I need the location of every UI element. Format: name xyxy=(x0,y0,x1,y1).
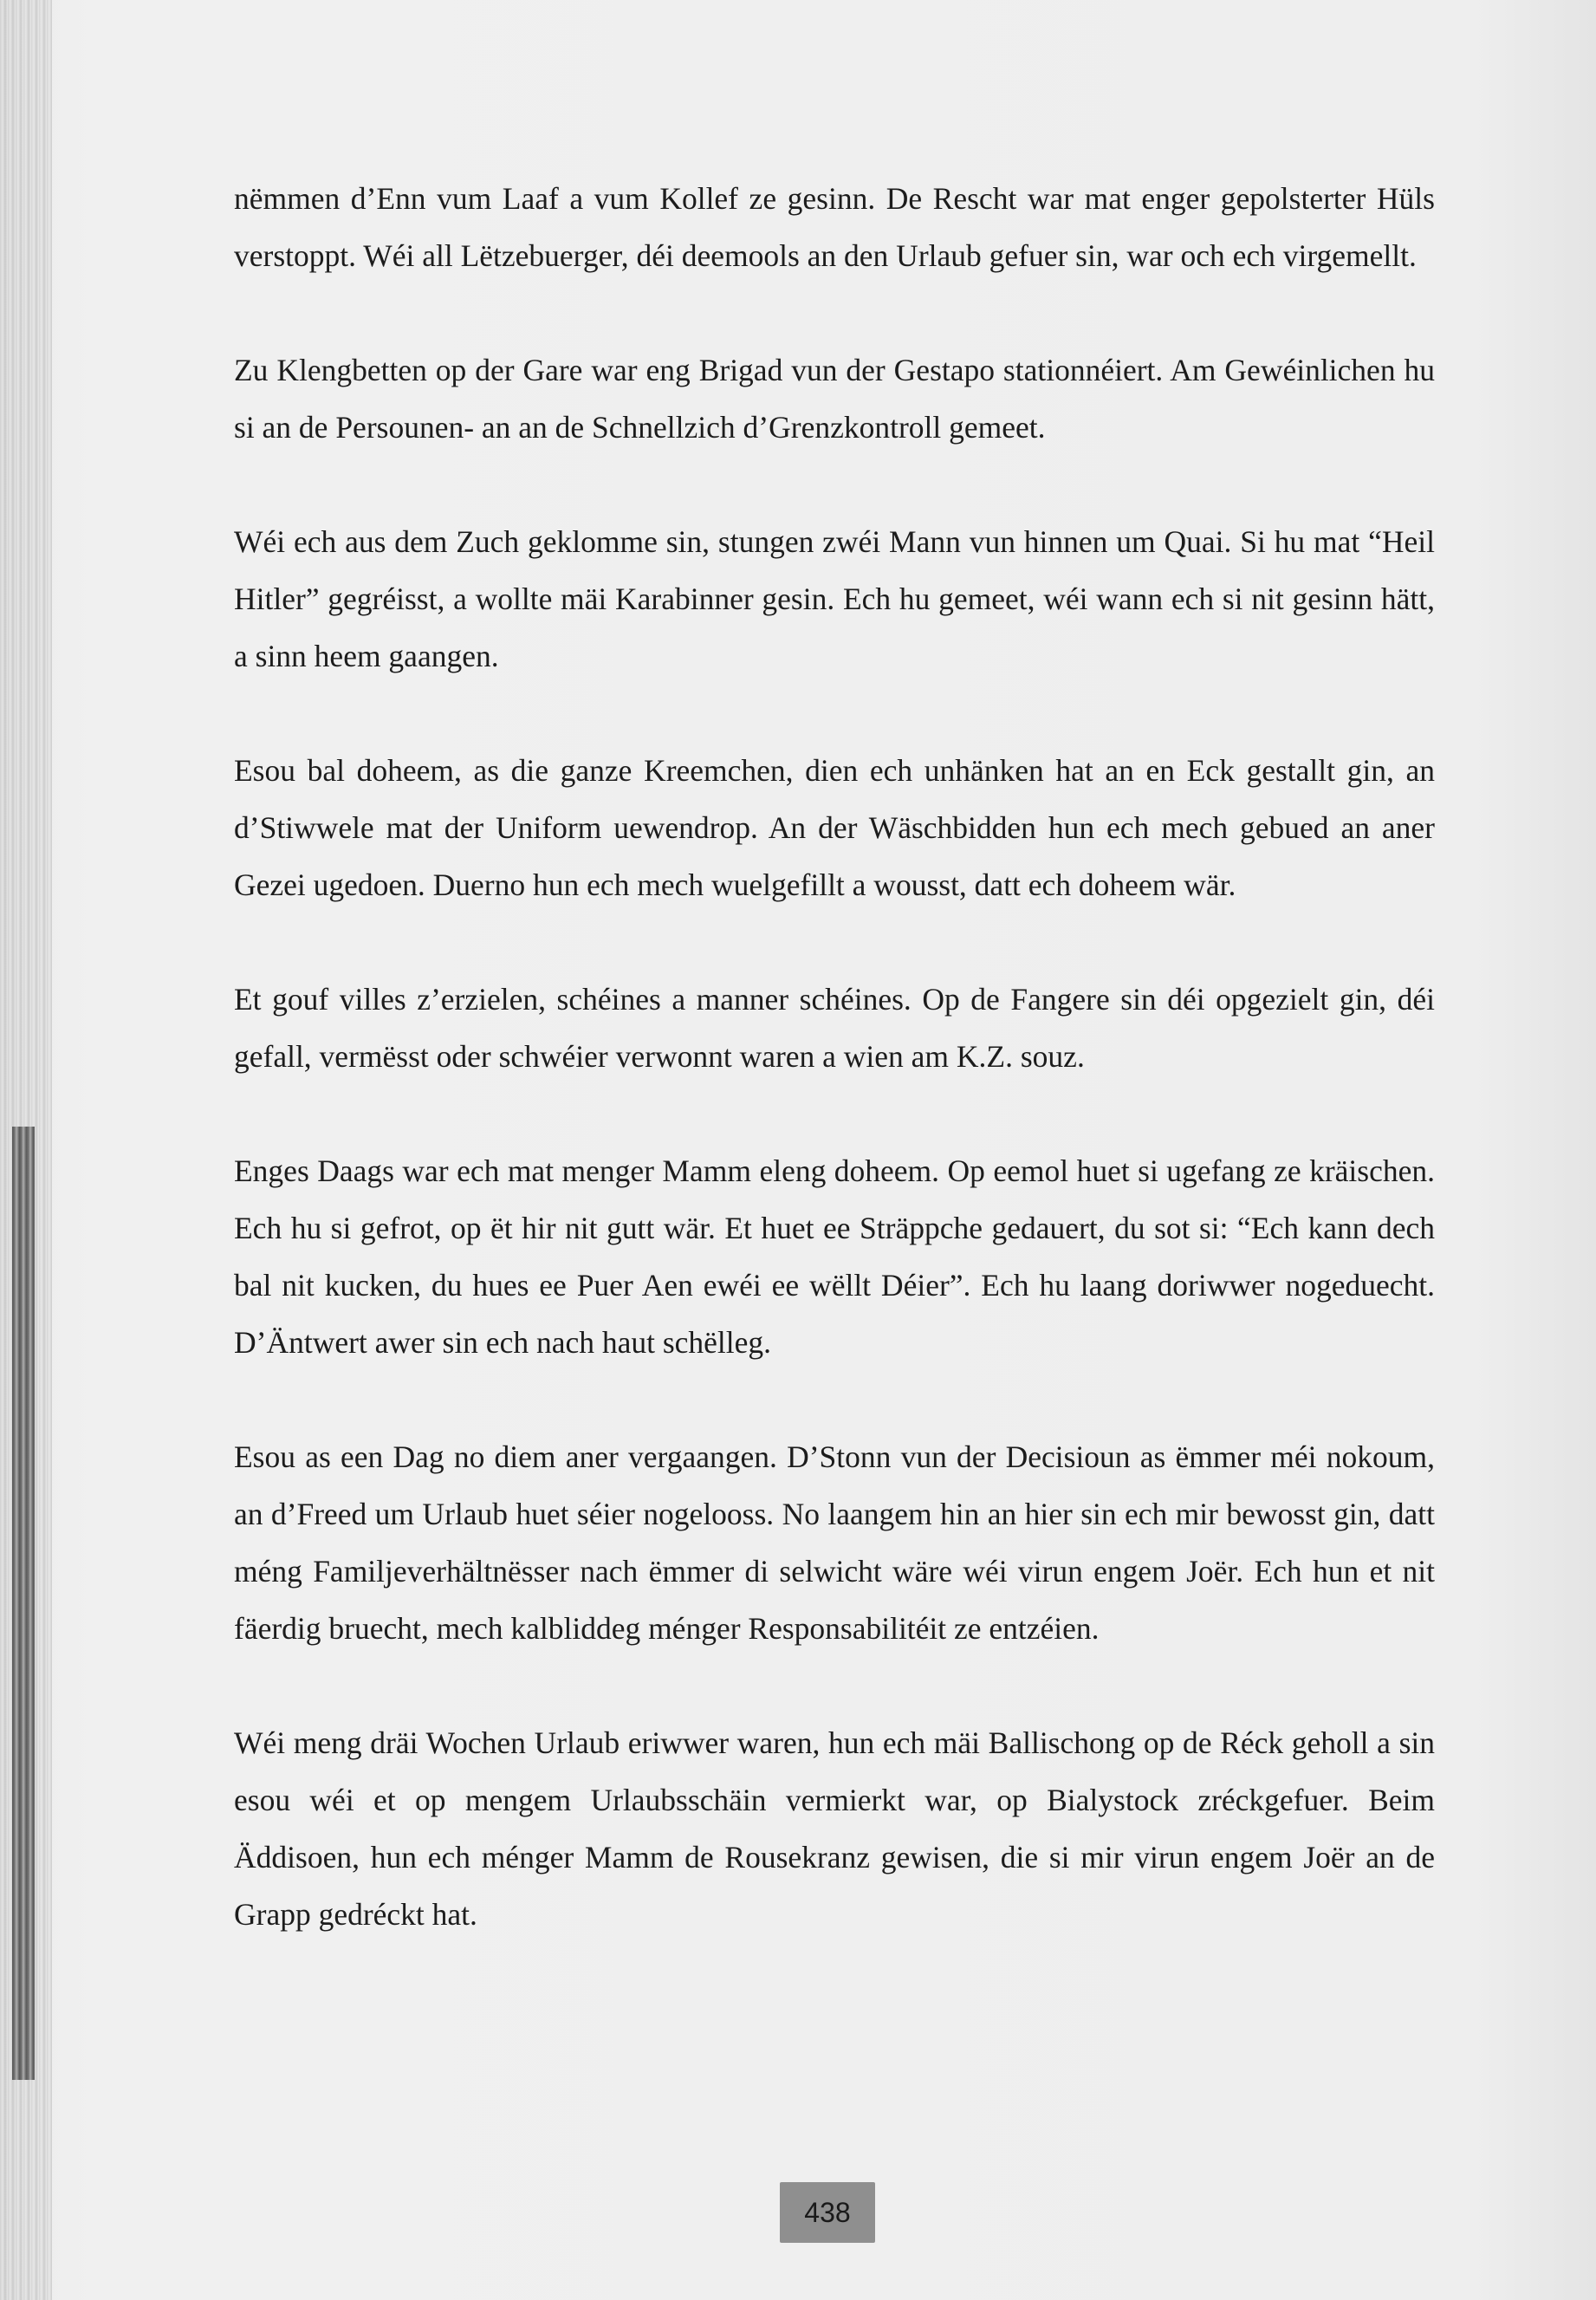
body-text xyxy=(234,170,1435,1943)
paragraph: Enges Daags war ech mat menger Mamm eleng doheem. Op eemol huet si ugefang ze kräischen. Ech hu si gefrot, op ët hir nit gutt wär. Et huet ee Sträppche gedauert, du sot si: “Ech kann dech bal nit kucken, du hues ee Puer Aen ewéi ee wëllt Déier”. Ech hu laang doriwwer nogeduecht. D’Äntwert awer sin ech nach haut schëlleg. xyxy=(234,1153,1435,1360)
paragraph: Wéi meng dräi Wochen Urlaub eriwwer waren, hun ech mäi Ballischong op de Réck geholl a sin esou wéi et op mengem Urlaubsschäin vermierkt war, op Bialystock zréckgefuer. Beim Äddisoen, hun ech ménger Mamm de Rousekranz gewisen, die si mir virun engem Joër an de Grapp gedréckt hat. xyxy=(234,1725,1435,1932)
paragraph: Wéi ech aus dem Zuch geklomme sin, stungen zwéi Mann vun hinnen um Quai. Si hu mat “Heil Hitler” gegréisst, a wollte mäi Karabinner gesin. Ech hu gemeet, wéi wann ech si nit gesinn hätt, a sinn heem gaangen. xyxy=(234,524,1435,673)
page-number: 438 xyxy=(780,2182,875,2243)
paragraph: Et gouf villes z’erzielen, schéines a manner schéines. Op de Fangere sin déi opgezielt gin, déi gefall, vermësst oder schwéier verwonnt waren a wien am K.Z. souz. xyxy=(234,982,1435,1074)
book-binding-shadow xyxy=(12,1127,35,2080)
paragraph: Esou bal doheem, as die ganze Kreemchen, dien ech unhänken hat an en Eck gestallt gin, an d’Stiwwele mat der Uniform uewendrop. An der Wäschbidden hun ech mech gebued an aner Gezei ugedoen. Duerno hun ech mech wuelgefillt a wousst, datt ech doheem wär. xyxy=(234,753,1435,902)
paragraph: Esou as een Dag no diem aner vergaangen. D’Stonn vun der Decisioun as ëmmer méi nokoum, an d’Freed um Urlaub huet séier nogelooss. No laangem hin an hier sin ech mir bewosst gin, datt méng Familjeverhältnësser nach ëmmer di selwicht wäre wéi virun engem Joër. Ech hun et nit fäerdig bruecht, mech kalbliddeg ménger Responsabilitéit ze entzéien. xyxy=(234,1439,1435,1646)
paragraph: Zu Klengbetten op der Gare war eng Brigad vun der Gestapo stationnéiert. Am Gewéinlichen hu si an de Persounen- an an de Schnellzich d’Grenzkontroll gemeet. xyxy=(234,353,1435,445)
paragraph: nëmmen d’Enn vum Laaf a vum Kollef ze gesinn. De Rescht war mat enger gepolsterter Hüls verstoppt. Wéi all Lëtzebuerger, déi deemools an den Urlaub gefuer sin, war och ech virgemellt. xyxy=(234,181,1435,273)
